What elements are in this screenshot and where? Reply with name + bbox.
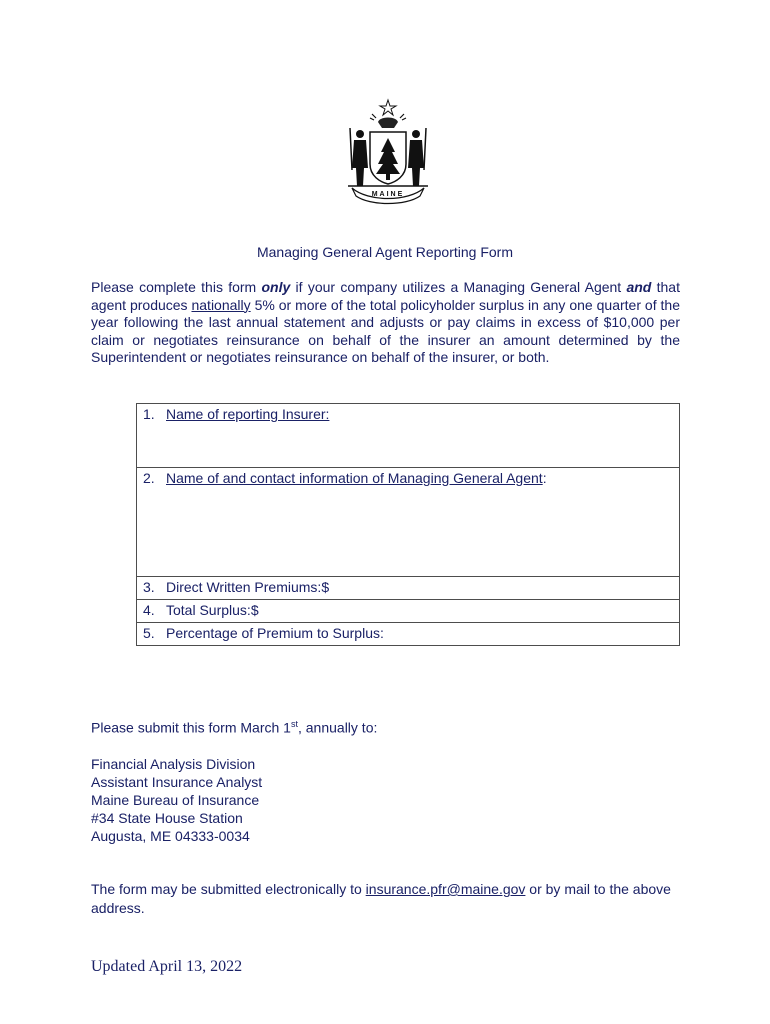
percentage-premium-surplus-label: Percentage of Premium to Surplus: (166, 625, 384, 641)
address-line: Assistant Insurance Analyst (91, 774, 263, 790)
electronic-submission-note: The form may be submitted electronically to insurance.pfr@maine.gov or by mail to the above address. (91, 881, 671, 916)
insurer-name-label: Name of reporting Insurer: (166, 406, 330, 422)
seal-banner-text: MAINE (371, 191, 405, 198)
direct-written-premiums-field[interactable]: 3. Direct Written Premiums:$ (137, 577, 680, 600)
reporting-form-table (136, 403, 680, 646)
form-row-total-surplus (137, 600, 680, 623)
emphasis-and: and (626, 279, 652, 295)
address-line: Augusta, ME 04333-0034 (91, 828, 250, 844)
mga-contact-field[interactable]: 2. Name of and contact information of Managing General Agent: (137, 468, 680, 577)
form-row-percentage (137, 623, 680, 646)
mailing-address (91, 755, 262, 845)
insurer-name-field[interactable]: 1. Name of reporting Insurer: (137, 404, 680, 468)
percentage-premium-surplus-field[interactable]: 5. Percentage of Premium to Surplus: (137, 623, 680, 646)
emphasis-only: only (261, 279, 291, 295)
address-line: #34 State House Station (91, 810, 243, 826)
form-row-insurer-name (137, 404, 680, 468)
direct-written-premiums-label: Direct Written Premiums:$ (166, 579, 330, 595)
address-line: Maine Bureau of Insurance (91, 792, 260, 808)
total-surplus-field[interactable]: 4. Total Surplus:$ (137, 600, 680, 623)
address-line: Financial Analysis Division (91, 756, 256, 772)
form-row-direct-written-premiums (137, 577, 680, 600)
mga-contact-label: Name of and contact information of Managing General Agent (166, 470, 543, 486)
total-surplus-label: Total Surplus:$ (166, 602, 259, 618)
emphasis-nationally: nationally (191, 296, 251, 313)
form-row-mga-contact (137, 468, 680, 577)
intro-paragraph: Please complete this form only if your company utilizes a Managing General Agent and that agent produces nationally 5% or more of the total policyholder surplus in any one quarter of the year following the last annual statement and adjusts or pay claims in excess of $10,000 per claim or negotiates reinsurance on behalf of the insurer an amount determined by the Superintendent or negotiates reinsurance on behalf of the insurer, or both. (91, 279, 680, 366)
submission-instruction: Please submit this form March 1st, annually to: (91, 719, 378, 736)
updated-date: Updated April 13, 2022 (91, 958, 243, 975)
email-link[interactable]: insurance.pfr@maine.gov (365, 881, 526, 897)
maine-state-seal-icon (340, 98, 436, 206)
form-title: Managing General Agent Reporting Form (256, 244, 514, 260)
